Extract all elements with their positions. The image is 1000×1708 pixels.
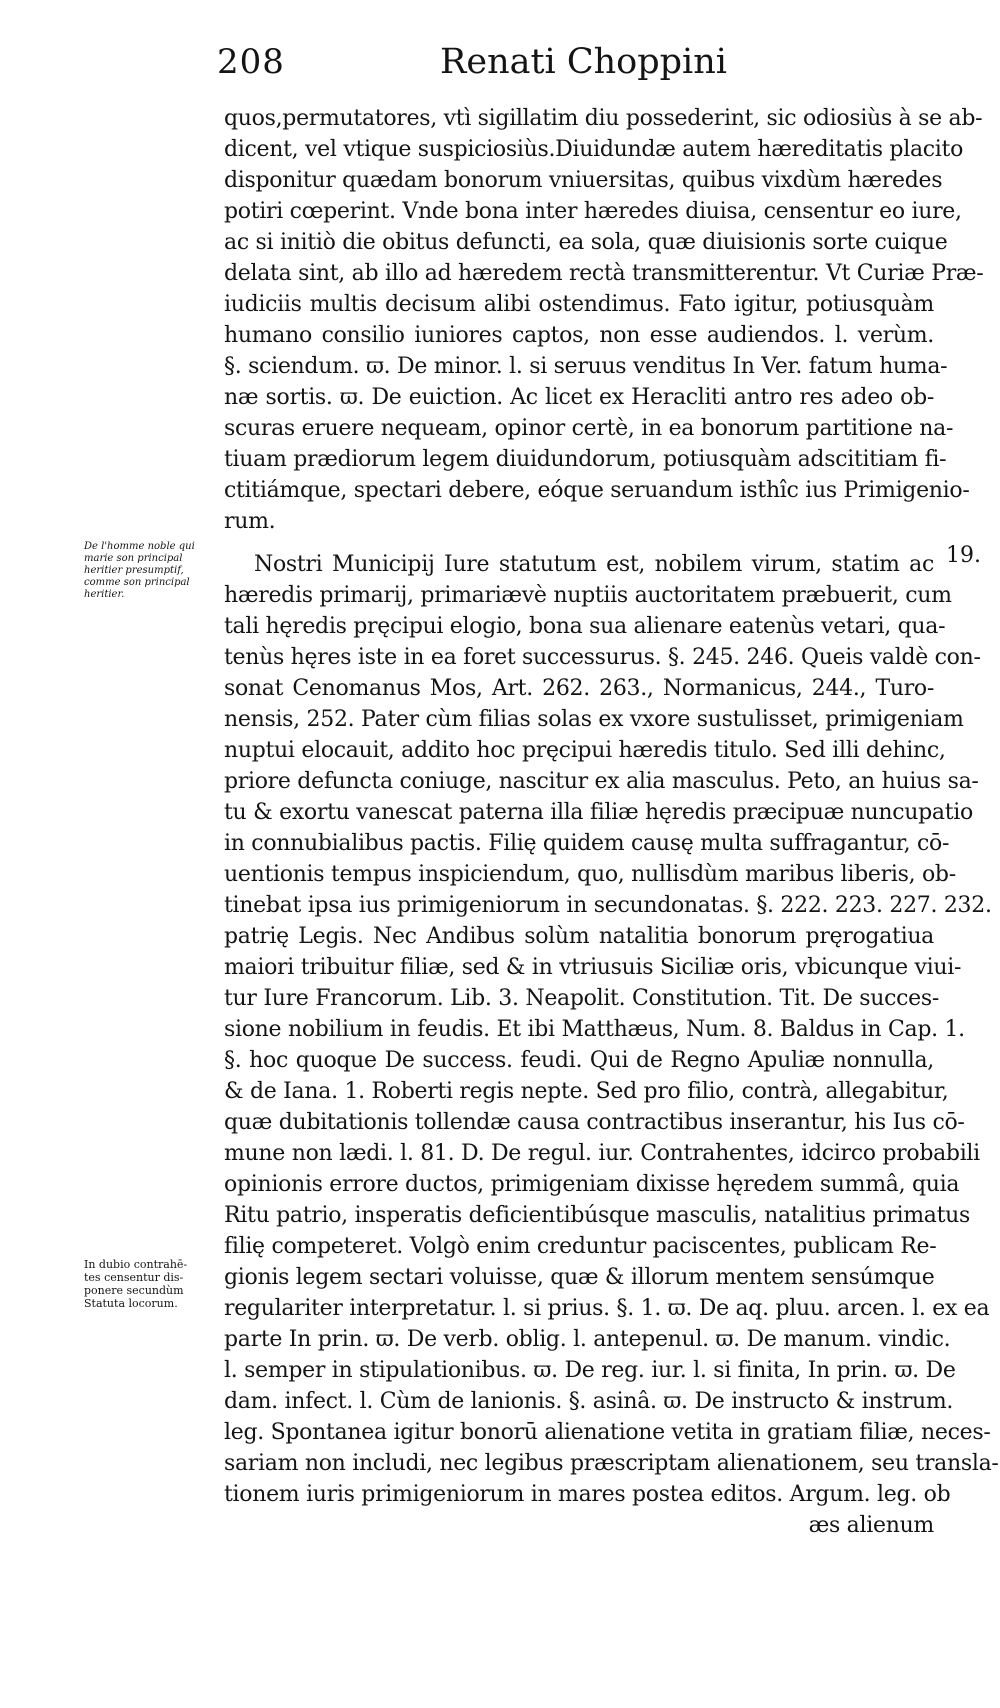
text-line: patrię Legis. Nec Andibus solùm natalitia bonorum pręrogatiua — [224, 924, 934, 949]
text-line: delata sint, ab illo ad hæredem rectà transmitterentur. Vt Curiæ Præ- — [224, 261, 984, 286]
text-line: sione nobilium in feudis. Et ibi Matthæus, Num. 8. Baldus in Cap. 1. — [224, 1017, 965, 1042]
margin-note-line: Statuta locorum. — [84, 1297, 178, 1310]
text-line: parte In prin. ϖ. De verb. oblig. l. antepenul. ϖ. De manum. vindic. — [224, 1327, 951, 1352]
text-line: leg. Spontanea igitur bonorū alienatione vetita in gratiam filiæ, neces- — [224, 1420, 991, 1445]
text-line: maiori tribuitur filiæ, sed & in vtriusuis Siciliæ oris, vbicunque viui- — [224, 955, 962, 980]
text-line: Ritu patrio, insperatis deficientibúsque masculis, natalitius primatus — [224, 1203, 970, 1228]
margin-note-in-dubio — [84, 1258, 224, 1310]
text-line: rum. — [224, 509, 276, 534]
text-line: sonat Cenomanus Mos, Art. 262. 263., Normanicus, 244., Turo- — [224, 676, 934, 701]
text-line: tinebat ipsa ius primigeniorum in secundonatas. §. 222. 223. 227. 232. — [224, 893, 992, 918]
text-line: dicent, vel vtique suspiciosiùs.Diuidundæ autem hæreditatis placito — [224, 137, 964, 162]
text-line: l. semper in stipulationibus. ϖ. De reg. iur. l. si finita, In prin. ϖ. De — [224, 1358, 956, 1383]
text-line: tur Iure Francorum. Lib. 3. Neapolit. Constitution. Tit. De succes- — [224, 986, 940, 1011]
text-line: priore defuncta coniuge, nascitur ex alia masculus. Peto, an huius sa- — [224, 769, 979, 794]
text-line: humano consilio iuniores captos, non esse audiendos. l. verùm. — [224, 323, 934, 348]
text-line: tenùs hęres iste in ea foret successurus. §. 245. 246. Queis valdè con- — [224, 645, 981, 670]
margin-note-line: marie son principal — [84, 553, 183, 564]
text-line: regulariter interpretatur. l. si prius. §. 1. ϖ. De aq. pluu. arcen. l. ex ea — [224, 1296, 990, 1321]
margin-note-line: ponere secundùm — [84, 1284, 184, 1297]
text-line: & de Iana. 1. Roberti regis nepte. Sed pro filio, contrà, allegabitur, — [224, 1079, 949, 1104]
text-line: tionem iuris primigeniorum in mares postea editos. Argum. leg. ob — [224, 1482, 951, 1507]
text-line: tu & exortu vanescat paterna illa filiæ hęredis præcipuæ nuncupatio — [224, 800, 973, 825]
text-line: sariam non includi, nec legibus præscriptam alienationem, seu transla- — [224, 1451, 999, 1476]
text-line: nensis, 252. Pater cùm filias solas ex vxore sustulisset, primigeniam — [224, 707, 964, 732]
text-line: quæ dubitationis tollendæ causa contractibus inserantur, his Ius cō- — [224, 1110, 965, 1135]
text-line: scuras eruere nequeam, opinor certè, in ea bonorum partitione na- — [224, 416, 954, 441]
text-line: tali hęredis pręcipui elogio, bona sua alienare eatenùs vetari, qua- — [224, 614, 946, 639]
text-line: opinionis errore ductos, primigeniam dixisse hęredem summâ, quia — [224, 1172, 960, 1197]
margin-note-line: tes censentur dis- — [84, 1271, 184, 1284]
text-line: næ sortis. ϖ. De euiction. Ac licet ex Heracliti antro res adeo ob- — [224, 385, 934, 410]
text-line: disponitur quædam bonorum vniuersitas, quibus vixdùm hæredes — [224, 168, 943, 193]
text-line: iudiciis multis decisum alibi ostendimus. Fato igitur, potiusquàm — [224, 292, 934, 317]
text-line: hæredis primarij, primariævè nuptiis auctoritatem præbuerit, cum — [224, 583, 952, 608]
text-line: §. sciendum. ϖ. De minor. l. si seruus venditus In Ver. fatum huma- — [224, 354, 948, 379]
margin-note-line: De l'homme noble qui — [84, 541, 195, 552]
margin-note-line: heritier presumptif, — [84, 565, 184, 576]
text-line: potiri cœperint. Vnde bona inter hæredes diuisa, censentur eo iure, — [224, 199, 962, 224]
margin-note-line: comme son principal — [84, 577, 190, 588]
text-line: uentionis tempus inspiciendum, quo, nullisdùm maribus liberis, ob- — [224, 862, 956, 887]
text-line: nuptui elocauit, addito hoc pręcipui hæredis titulo. Sed illi dehinc, — [224, 738, 946, 763]
margin-note-noble-heir — [84, 541, 224, 601]
text-line: dam. infect. l. Cùm de lanionis. §. asinâ. ϖ. De instructo & instrum. — [224, 1389, 954, 1414]
text-line: gionis legem sectari voluisse, quæ & illorum mentem sensúmque — [224, 1265, 935, 1290]
paragraph-start-line: Nostri Municipij Iure statutum est, nobilem virum, statim ac — [254, 552, 934, 577]
text-line: mune non lædi. l. 81. D. De regul. iur. Contrahentes, idcirco probabili — [224, 1141, 980, 1166]
page-number: 208 — [217, 42, 285, 82]
text-line: quos,permutatores, vtì sigillatim diu possederint, sic odiosiùs à se ab- — [224, 106, 983, 131]
text-line: §. hoc quoque De success. feudi. Qui de Regno Apuliæ nonnulla, — [224, 1048, 934, 1073]
text-line: in connubialibus pactis. Filię quidem causę multa suffragantur, cō- — [224, 831, 950, 856]
catchword: æs alienum — [808, 1513, 934, 1538]
section-number: 19. — [946, 543, 981, 568]
margin-note-line: heritier. — [84, 589, 125, 600]
text-line: filię competeret. Volgò enim creduntur paciscentes, publicam Re- — [224, 1234, 937, 1259]
text-line: ac si initiò die obitus defuncti, ea sola, quæ diuisionis sorte cuique — [224, 230, 948, 255]
running-title: Renati Choppini — [440, 42, 727, 82]
margin-note-line: In dubio contrahē- — [84, 1258, 188, 1271]
text-line: tiuam prædiorum legem diuidundorum, potiusquàm adscititiam fi- — [224, 447, 947, 472]
text-line: ctitiámque, spectari debere, eóque seruandum isthîc ius Primigenio- — [224, 478, 970, 503]
